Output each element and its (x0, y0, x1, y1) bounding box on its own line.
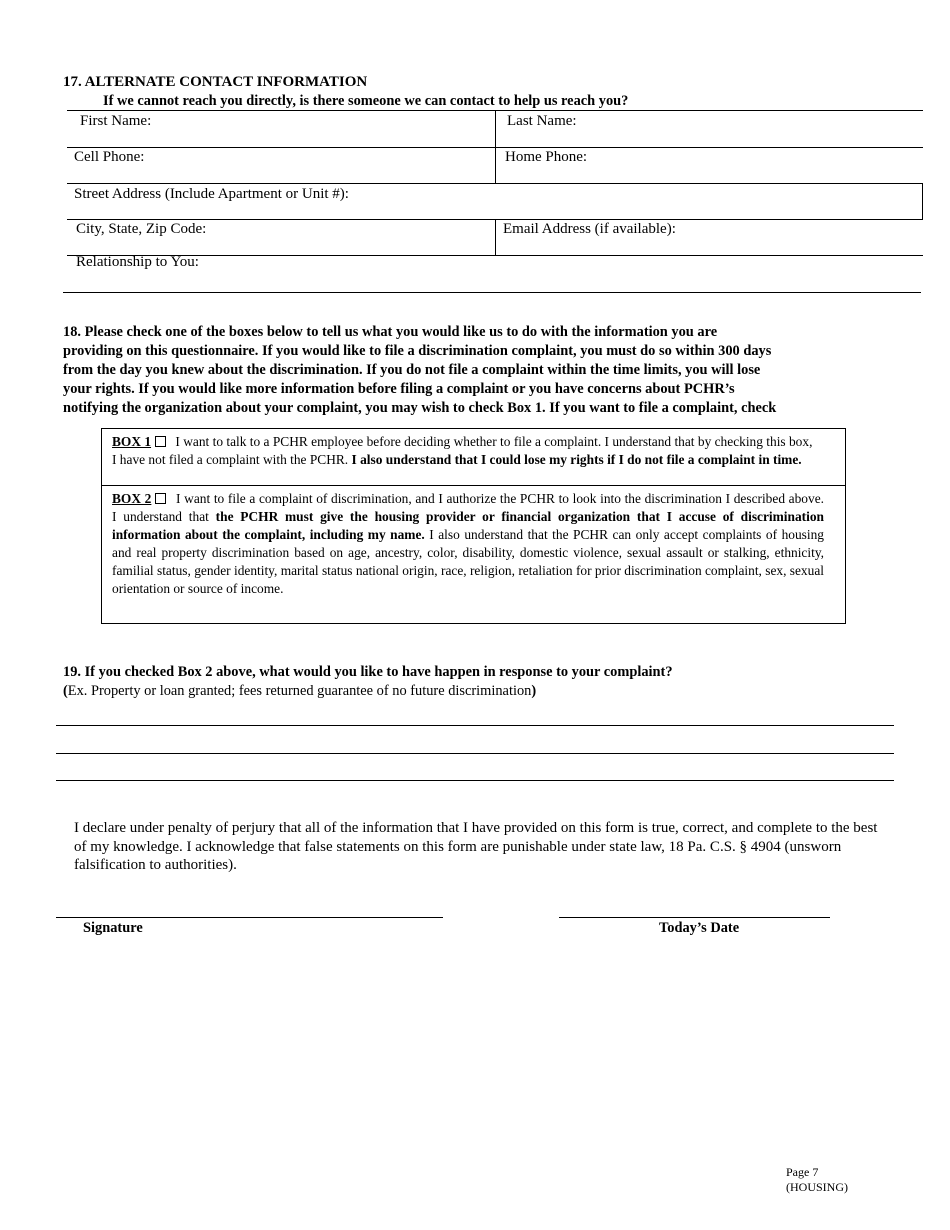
box-1-option (112, 433, 820, 469)
date-label: Today’s Date (659, 920, 740, 936)
box-2-text: I want to file a complaint of discrimination, and I authorize the PCHR to look into the discrimination I described above. I understand that (112, 491, 824, 524)
date-line[interactable] (559, 917, 830, 918)
response-line-2[interactable] (56, 753, 894, 754)
section-17-subtitle: If we cannot reach you directly, is there someone we can contact to help us reach you? (103, 93, 629, 109)
paragraph-line: 18. Please check one of the boxes below to tell us what you would like us to do with the information you are (63, 324, 718, 340)
table-divider (922, 183, 923, 219)
page-number: Page 7 (786, 1165, 819, 1179)
section-19-question-bold: 19. If you checked Box 2 above, what would you like to have happen in response to your complaint? ( (63, 664, 673, 699)
section-19-question (63, 663, 683, 701)
cell-phone-field[interactable]: Cell Phone: (74, 149, 145, 165)
box-1-text: I want to talk to a PCHR employee before deciding whether to file a complaint. I understand that by checking this box, I have not filed a complaint with the PCHR. (112, 434, 813, 467)
relationship-field[interactable]: Relationship to You: (76, 254, 199, 270)
section-17-title: 17. ALTERNATE CONTACT INFORMATION (63, 74, 368, 90)
email-field[interactable]: Email Address (if available): (503, 221, 676, 237)
box-1-bold-text: I also understand that I could lose my rights if I do not file a complaint in time. (351, 452, 802, 467)
table-line (67, 183, 923, 184)
box-divider (102, 485, 845, 486)
box-1-title: BOX 1 (112, 434, 152, 449)
response-line-3[interactable] (56, 780, 894, 781)
table-divider (495, 110, 496, 183)
box-2-text-continued: I also understand that the PCHR can only accept complaints of housing and real property discrimination based on age, ancestry, color, disability, domestic violence, sexual assault or stalking, ethnicity, familial status, gender identity, marital status national origin, race, religion, retaliation for prior discrimination complaint, sex, sexual orientation or source of income. (112, 527, 824, 596)
page-footer (786, 1165, 848, 1195)
first-name-field[interactable]: First Name: (80, 113, 152, 129)
complaint-options-box (101, 428, 846, 624)
city-state-zip-field[interactable]: City, State, Zip Code: (76, 221, 207, 237)
box-2-option (112, 490, 824, 598)
paragraph-line: from the day you knew about the discrimination. If you do not file a complaint within the time limits, you will lose (63, 362, 761, 378)
signature-label: Signature (83, 920, 143, 936)
last-name-field[interactable]: Last Name: (507, 113, 577, 129)
box-2-bold-text: the PCHR must give the housing provider or financial organization that I accuse of discrimination information about the complaint, including my name. (112, 509, 824, 542)
section-19-close-paren: ) (531, 683, 537, 699)
paragraph-line: providing on this questionnaire. If you would like to file a discrimination complaint, you must do so within 300 days (63, 343, 772, 359)
page-category: (HOUSING) (786, 1180, 848, 1194)
box-2-title: BOX 2 (112, 491, 152, 506)
home-phone-field[interactable]: Home Phone: (505, 149, 588, 165)
paragraph-line: notifying the organization about your complaint, you may wish to check Box 1. If you want to file a complaint, check (63, 400, 777, 416)
street-address-field[interactable]: Street Address (Include Apartment or Unit #): (74, 186, 349, 202)
signature-line[interactable] (56, 917, 443, 918)
box-1-checkbox[interactable] (155, 436, 166, 447)
declaration-text: I declare under penalty of perjury that all of the information that I have provided on this form is true, correct, and complete to the best of my knowledge. I acknowledge that false statements on this form are punishable under state law, 18 Pa. C.S. § 4904 (unsworn falsification to authorities). (74, 820, 878, 873)
box-2-checkbox[interactable] (155, 493, 166, 504)
response-line-1[interactable] (56, 725, 894, 726)
section-19-example: Ex. Property or loan granted; fees returned guarantee of no future discrimination (67, 683, 532, 699)
section-18-instructions (63, 323, 863, 418)
table-line (63, 292, 921, 293)
table-divider (495, 219, 496, 255)
paragraph-line: your rights. If you would like more information before filing a complaint or you have concerns about PCHR’s (63, 381, 735, 397)
